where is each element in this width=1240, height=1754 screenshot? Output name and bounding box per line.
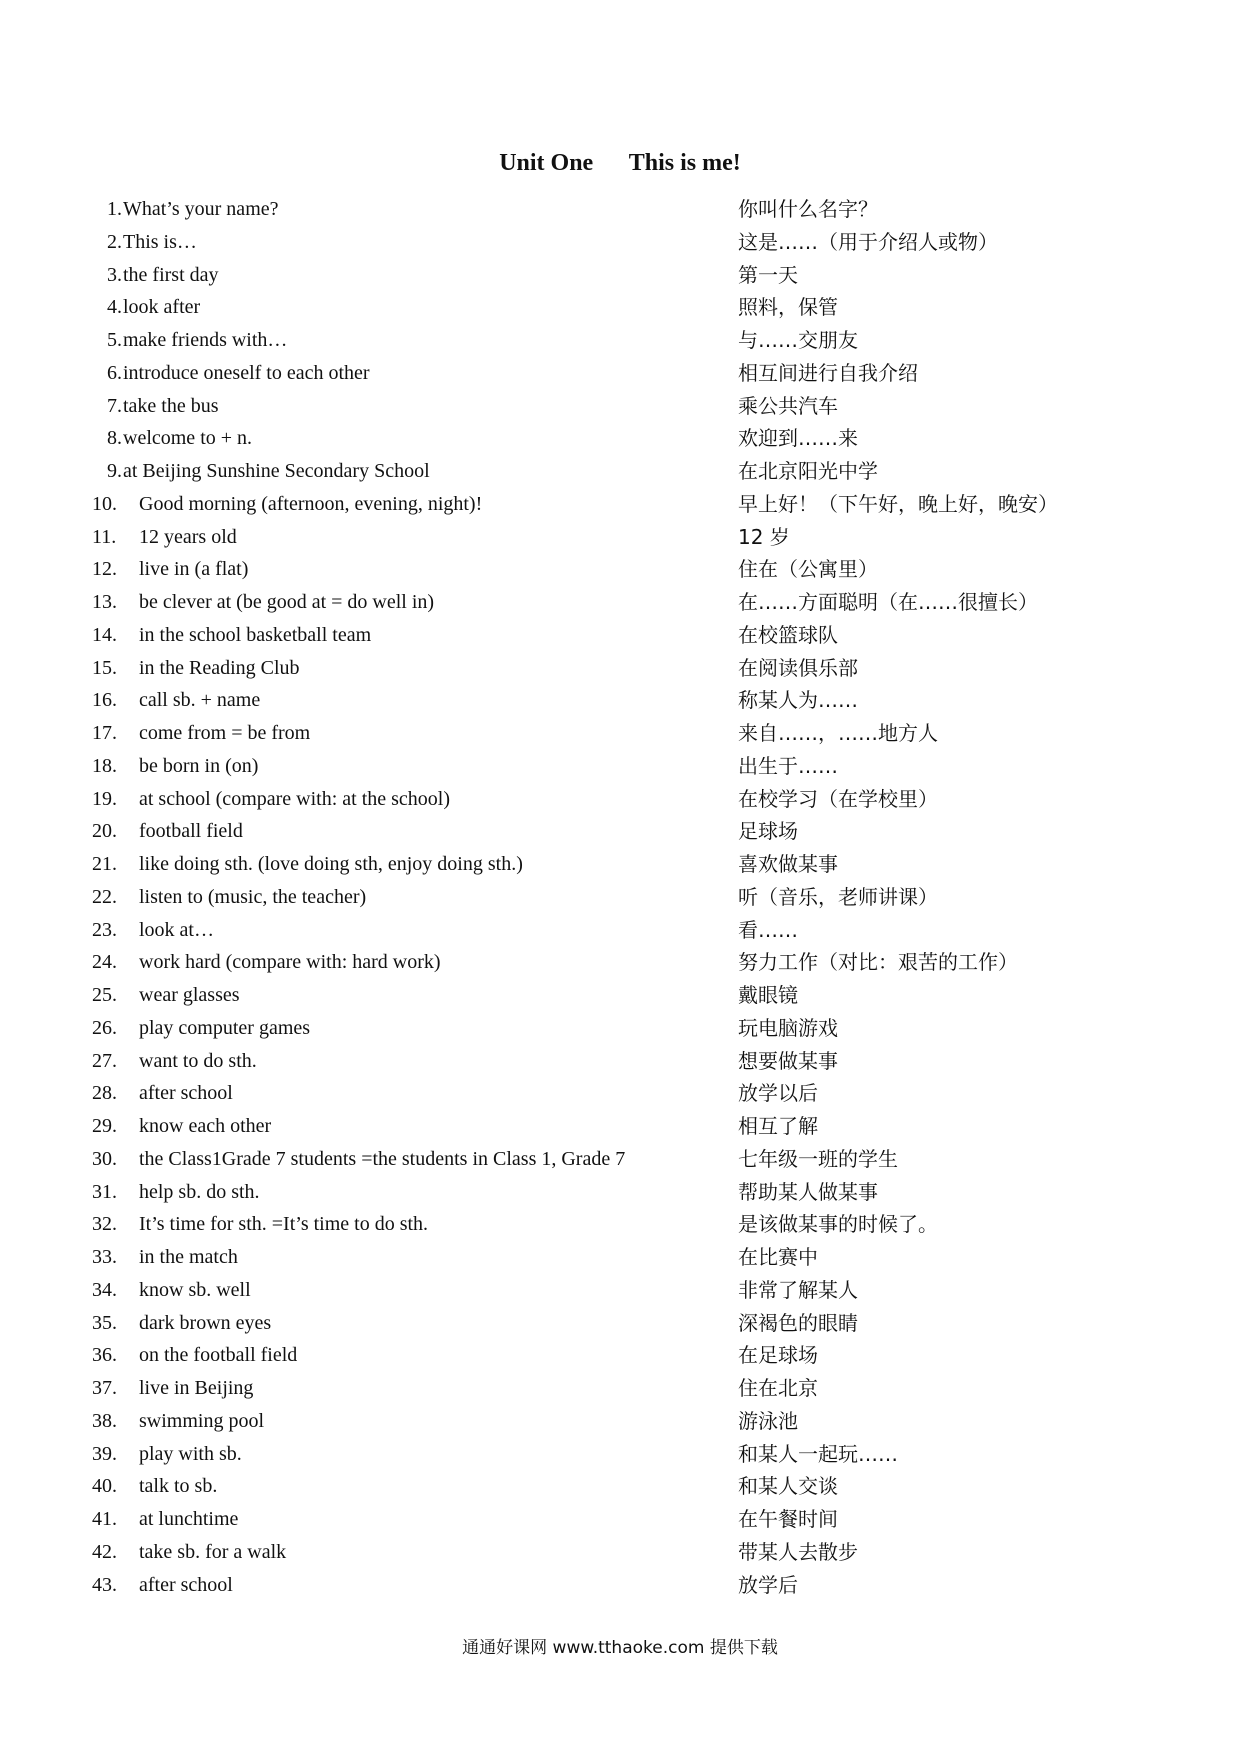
- english-phrase: wear glasses: [139, 984, 240, 1006]
- english-phrase: call sb. + name: [139, 689, 261, 712]
- english-phrase: on the football field: [139, 1344, 298, 1367]
- english-phrase: want to do sth.: [139, 1049, 257, 1072]
- item-number: 12.: [92, 558, 117, 581]
- list-item: [0, 455, 1240, 488]
- chinese-translation: 在校篮球队: [738, 622, 838, 647]
- item-number: 18.: [92, 754, 117, 777]
- item-number: 11.: [92, 525, 117, 548]
- list-item: [0, 553, 1240, 586]
- list-item: [0, 750, 1240, 783]
- chinese-translation: 在北京阳光中学: [738, 459, 878, 483]
- english-phrase: make friends with…: [123, 329, 288, 351]
- chinese-translation: 喜欢做某事: [738, 852, 838, 876]
- english-phrase: like doing sth. (love doing sth, enjoy doing sth.): [139, 853, 523, 875]
- english-phrase: 12 years old: [139, 525, 237, 548]
- english-phrase: take sb. for a walk: [139, 1540, 287, 1563]
- list-item: [0, 914, 1240, 947]
- chinese-translation: 在比赛中: [738, 1245, 818, 1269]
- chinese-translation: 在阅读俱乐部: [738, 655, 858, 680]
- chinese-translation: 非常了解某人: [738, 1277, 858, 1302]
- item-number: 6.: [107, 361, 122, 384]
- english-phrase: work hard (compare with: hard work): [139, 951, 441, 974]
- english-phrase: after school: [139, 1082, 233, 1105]
- list-item: [0, 815, 1240, 848]
- item-number: 32.: [92, 1213, 117, 1236]
- english-phrase: It’s time for sth. =It’s time to do sth.: [139, 1213, 429, 1236]
- item-number: 19.: [92, 787, 117, 810]
- list-item: [0, 521, 1240, 554]
- list-item: [0, 226, 1240, 259]
- english-phrase: take the bus: [123, 394, 219, 417]
- chinese-translation: 住在北京: [738, 1376, 818, 1400]
- item-number: 14.: [92, 623, 117, 646]
- english-phrase: help sb. do sth.: [139, 1180, 260, 1203]
- english-phrase: know each other: [139, 1115, 272, 1137]
- english-phrase: at lunchtime: [139, 1508, 239, 1530]
- item-number: 10.: [92, 492, 117, 515]
- list-item: [0, 357, 1240, 390]
- list-item: [0, 1208, 1240, 1241]
- chinese-translation: 帮助某人做某事: [738, 1179, 878, 1204]
- chinese-translation: 七年级一班的学生: [738, 1146, 898, 1171]
- chinese-translation: 住在（公寓里）: [738, 557, 878, 582]
- item-number: 26.: [92, 1016, 117, 1039]
- english-phrase: the first day: [123, 263, 219, 286]
- list-item: [0, 1569, 1240, 1602]
- list-item: [0, 1176, 1240, 1209]
- chinese-translation: 放学以后: [738, 1081, 818, 1106]
- item-number: 30.: [92, 1147, 117, 1170]
- chinese-translation: 努力工作（对比：艰苦的工作）: [738, 950, 1018, 975]
- item-number: 15.: [92, 656, 117, 679]
- item-number: 38.: [92, 1409, 117, 1432]
- item-number: 9.: [107, 460, 122, 482]
- english-phrase: live in Beijing: [139, 1377, 254, 1399]
- english-phrase: This is…: [123, 230, 197, 253]
- english-phrase: be clever at (be good at = do well in): [139, 591, 435, 613]
- list-item: [0, 1405, 1240, 1438]
- chinese-translation: 相互间进行自我介绍: [738, 360, 918, 385]
- chinese-translation: 照料，保管: [738, 295, 838, 320]
- list-item: [0, 1307, 1240, 1340]
- english-phrase: swimming pool: [139, 1409, 265, 1432]
- item-number: 13.: [92, 591, 117, 613]
- chinese-translation: 在足球场: [738, 1343, 818, 1368]
- chinese-translation: 在午餐时间: [738, 1507, 838, 1531]
- list-item: [0, 1077, 1240, 1110]
- chinese-translation: 来自……，……地方人: [738, 721, 938, 745]
- english-phrase: the Class1Grade 7 students =the students in Class 1, Grade 7: [139, 1147, 626, 1170]
- item-number: 29.: [92, 1115, 117, 1137]
- english-phrase: after school: [139, 1573, 233, 1596]
- item-number: 24.: [92, 951, 117, 974]
- chinese-translation: 放学后: [738, 1572, 798, 1597]
- chinese-translation: 出生于……: [738, 753, 838, 778]
- item-number: 8.: [107, 427, 122, 450]
- item-number: 34.: [92, 1278, 117, 1301]
- english-phrase: in the school basketball team: [139, 623, 372, 646]
- chinese-translation: 相互了解: [738, 1114, 818, 1138]
- list-item: [0, 390, 1240, 423]
- item-number: 37.: [92, 1377, 117, 1399]
- list-item: [0, 1536, 1240, 1569]
- english-phrase: know sb. well: [139, 1278, 251, 1301]
- list-item: [0, 848, 1240, 881]
- list-item: [0, 488, 1240, 521]
- item-number: 1.: [107, 198, 122, 220]
- chinese-translation: 戴眼镜: [738, 983, 798, 1007]
- chinese-translation: 深褐色的眼睛: [738, 1310, 858, 1335]
- english-phrase: play with sb.: [139, 1442, 242, 1465]
- list-item: [0, 1241, 1240, 1274]
- english-phrase: play computer games: [139, 1016, 311, 1039]
- list-item: [0, 586, 1240, 619]
- item-number: 27.: [92, 1049, 117, 1072]
- item-number: 2.: [107, 230, 122, 253]
- chinese-translation: 12 岁: [738, 524, 790, 549]
- list-item: [0, 193, 1240, 226]
- list-item: [0, 1339, 1240, 1372]
- english-phrase: dark brown eyes: [139, 1311, 272, 1334]
- item-number: 20.: [92, 820, 117, 843]
- chinese-translation: 你叫什么名字？: [738, 197, 878, 221]
- item-number: 36.: [92, 1344, 117, 1367]
- item-number: 31.: [92, 1180, 117, 1203]
- chinese-translation: 玩电脑游戏: [738, 1015, 838, 1040]
- chinese-translation: 在校学习（在学校里）: [738, 786, 938, 811]
- item-number: 43.: [92, 1573, 117, 1596]
- chinese-translation: 足球场: [738, 819, 798, 844]
- english-phrase: at school (compare with: at the school): [139, 787, 451, 810]
- english-phrase: come from = be from: [139, 722, 311, 744]
- chinese-translation: 这是……（用于介绍人或物）: [738, 229, 998, 254]
- page-footer: 通通好课网 www.tthaoke.com 提供下载: [462, 1638, 778, 1658]
- list-item: [0, 783, 1240, 816]
- list-item: [0, 422, 1240, 455]
- item-number: 35.: [92, 1311, 117, 1334]
- item-number: 16.: [92, 689, 117, 712]
- english-phrase: live in (a flat): [139, 558, 249, 581]
- english-phrase: be born in (on): [139, 754, 259, 777]
- english-phrase: Good morning (afternoon, evening, night)!: [139, 492, 483, 515]
- english-phrase: football field: [139, 820, 243, 843]
- item-number: 25.: [92, 984, 117, 1006]
- list-item: [0, 652, 1240, 685]
- list-item: [0, 259, 1240, 292]
- list-item: [0, 1274, 1240, 1307]
- chinese-translation: 和某人一起玩……: [738, 1441, 898, 1466]
- item-number: 41.: [92, 1508, 117, 1530]
- item-number: 28.: [92, 1082, 117, 1105]
- list-item: [0, 1110, 1240, 1143]
- item-number: 17.: [92, 722, 117, 744]
- item-number: 22.: [92, 885, 117, 908]
- list-item: [0, 324, 1240, 357]
- list-item: [0, 717, 1240, 750]
- item-number: 23.: [92, 918, 117, 941]
- chinese-translation: 带某人去散步: [738, 1539, 858, 1564]
- list-item: [0, 1372, 1240, 1405]
- english-phrase: look after: [123, 296, 201, 319]
- item-number: 3.: [107, 263, 122, 286]
- chinese-translation: 第一天: [738, 262, 798, 287]
- list-item: [0, 684, 1240, 717]
- english-phrase: talk to sb.: [139, 1475, 218, 1498]
- list-item: [0, 1045, 1240, 1078]
- chinese-translation: 游泳池: [738, 1408, 798, 1433]
- chinese-translation: 和某人交谈: [738, 1474, 838, 1499]
- list-item: [0, 946, 1240, 979]
- item-number: 4.: [107, 296, 122, 319]
- chinese-translation: 乘公共汽车: [738, 393, 838, 418]
- list-item: [0, 291, 1240, 324]
- english-phrase: in the match: [139, 1246, 238, 1268]
- chinese-translation: 欢迎到……来: [738, 426, 858, 451]
- item-number: 5.: [107, 329, 122, 351]
- item-number: 7.: [107, 394, 122, 417]
- chinese-translation: 在……方面聪明（在……很擅长）: [738, 590, 1038, 614]
- list-item: [0, 1438, 1240, 1471]
- page-title: Unit One This is me!: [499, 150, 741, 176]
- item-number: 39.: [92, 1442, 117, 1465]
- item-number: 21.: [92, 853, 117, 875]
- list-item: [0, 1143, 1240, 1176]
- list-item: [0, 979, 1240, 1012]
- chinese-translation: 想要做某事: [738, 1048, 838, 1073]
- item-number: 40.: [92, 1475, 117, 1498]
- english-phrase: in the Reading Club: [139, 656, 300, 679]
- chinese-translation: 看……: [738, 917, 798, 942]
- item-number: 42.: [92, 1540, 117, 1563]
- chinese-translation: 是该做某事的时候了。: [738, 1212, 938, 1237]
- vocab-list: [0, 193, 1240, 1601]
- english-phrase: What’s your name?: [123, 198, 279, 220]
- english-phrase: at Beijing Sunshine Secondary School: [123, 460, 430, 482]
- chinese-translation: 听（音乐，老师讲课）: [738, 884, 938, 909]
- list-item: [0, 881, 1240, 914]
- chinese-translation: 早上好！（下午好，晚上好，晚安）: [738, 491, 1058, 516]
- english-phrase: welcome to + n.: [123, 427, 253, 450]
- english-phrase: look at…: [139, 918, 214, 941]
- item-number: 33.: [92, 1246, 117, 1268]
- chinese-translation: 与……交朋友: [738, 328, 858, 352]
- chinese-translation: 称某人为……: [738, 688, 858, 713]
- english-phrase: introduce oneself to each other: [123, 361, 370, 384]
- english-phrase: listen to (music, the teacher): [139, 885, 367, 908]
- list-item: [0, 1012, 1240, 1045]
- list-item: [0, 1470, 1240, 1503]
- list-item: [0, 619, 1240, 652]
- list-item: [0, 1503, 1240, 1536]
